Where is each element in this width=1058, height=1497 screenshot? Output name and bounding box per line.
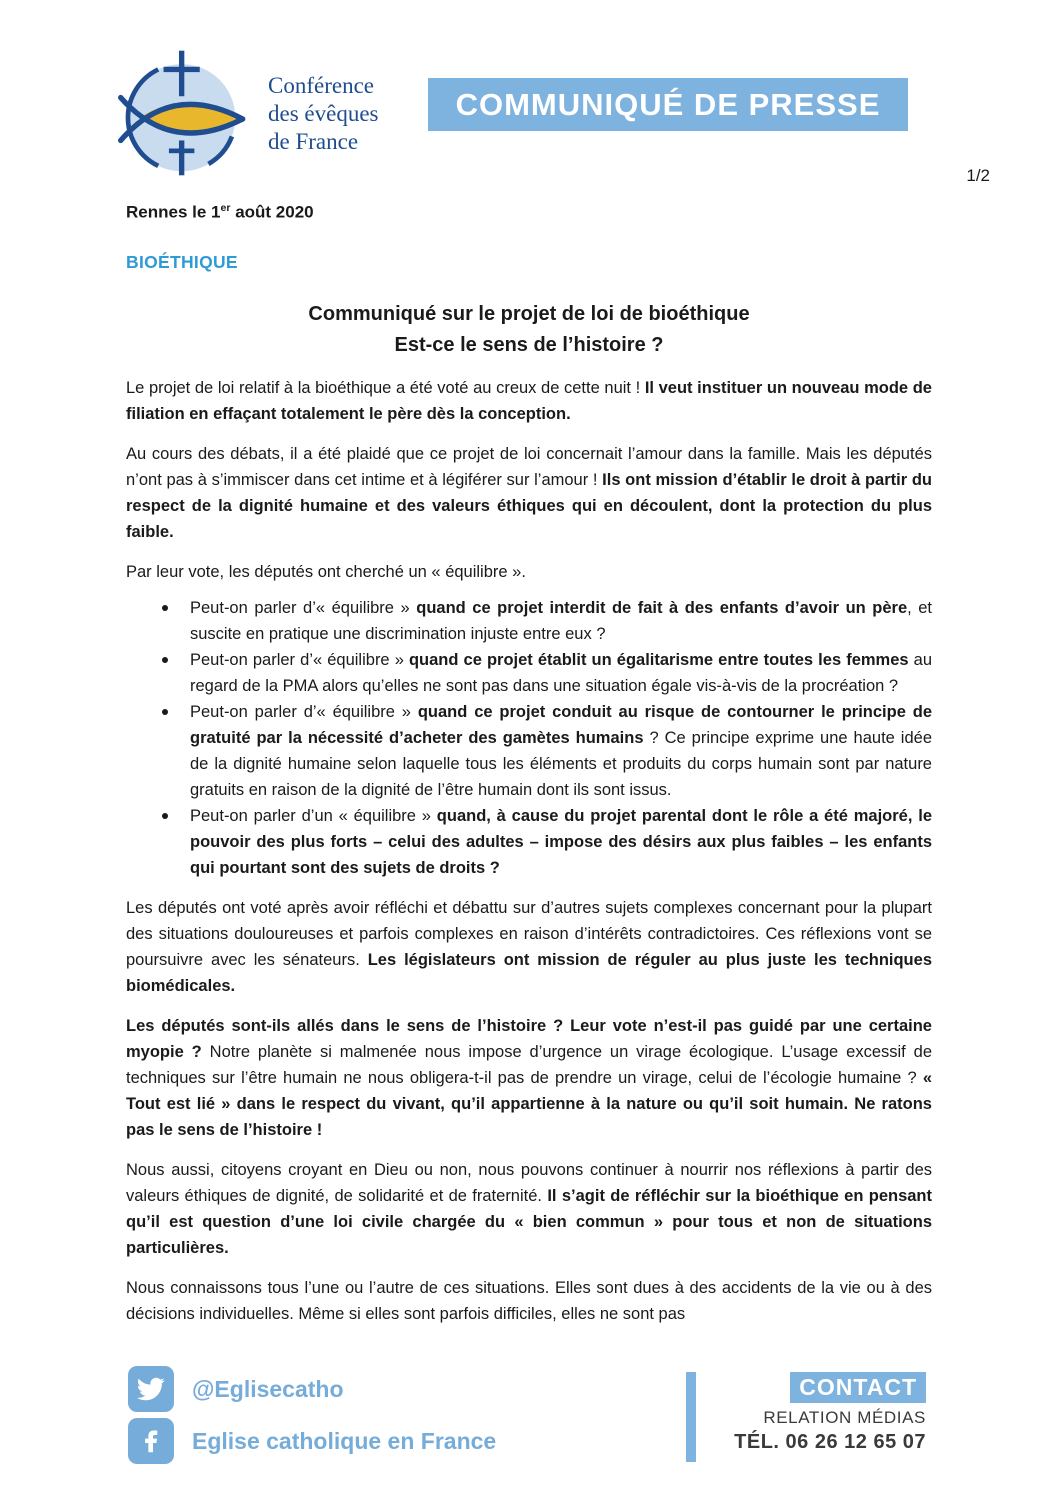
contact-role: RELATION MÉDIAS [763,1408,926,1427]
ordinal-superscript: er [220,202,231,214]
title-line-1: Communiqué sur le projet de loi de bioéthique [308,302,750,325]
bullet-item: Peut-on parler d’un « équilibre » quand, à cause du projet parental dont le rôle a été majoré, le pouvoir des plus forts – celui des adultes – impose des désirs aux plus faibles – les enfants qui pourtant sont des sujets de droits ? [126,803,932,881]
press-release-banner: COMMUNIQUÉ DE PRESSE [428,78,908,131]
page-number: 1/2 [966,166,990,185]
cef-logo-mark [118,46,252,184]
paragraph: Les députés ont voté après avoir réfléchi et débattu sur d’autres sujets complexes concernant pour la plupart des situations douloureuses et parfois complexes en raison d’intérêts contradictoires. Ces réflexions vont se poursuivre avec les sénateurs. Les législateurs ont mission de réguler au plus juste les techniques biomédicales. [126,898,932,995]
dateline: Rennes le 1er août 2020 [126,202,314,222]
contact-block [686,1372,926,1462]
logo-line: de France [268,129,359,155]
contact-phone: TÉL. 06 26 12 65 07 [734,1431,926,1453]
logo-wordmark [268,46,379,156]
bullet-item: Peut-on parler d’« équilibre » quand ce projet établit un égalitarisme entre toutes les femmes au regard de la PMA alors qu’elles ne sont pas dans une situation égale vis-à-vis de la procréation ? [126,647,932,699]
twitter-link[interactable] [128,1366,496,1412]
category-label: BIOÉTHIQUE [126,251,238,272]
facebook-icon [128,1418,174,1464]
paragraph: Nous aussi, citoyens croyant en Dieu ou non, nous pouvons continuer à nourrir nos réflexions à partir des valeurs éthiques de dignité, de solidarité et de fraternité. Il s’agit de réfléchir sur la bioéthique en pensant qu’il est question d’une loi civile chargée du « bien commun » pour tous et non de situations particulières. [126,1160,933,1257]
document-title [126,299,932,361]
facebook-page-name: Eglise catholique en France [192,1427,497,1454]
paragraph: Les députés sont-ils allés dans le sens de l’histoire ? Leur vote n’est-il pas guidé par une certaine myopie ? Notre planète si malmenée nous impose d’urgence un virage écologique. L’usage excessif de techniques sur l’être humain ne nous obligera-t-il pas de prendre un virage, celui de l’écologie humaine ? « Tout est lié » dans le respect du vivant, qu’il appartienne à la nature ou qu’il soit humain. Ne ratons pas le sens de l’histoire ! [126,1016,933,1139]
cef-logo [118,46,379,184]
twitter-icon [128,1366,174,1412]
logo-line: des évêques [268,101,379,127]
paragraph: Au cours des débats, il a été plaidé que ce projet de loi concernait l’amour dans la famille. Mais les députés n’ont pas à s’immiscer dans cet intime et à légiférer sur l’amour ! Ils ont mission d’établir le droit à partir du respect de la dignité humaine et des valeurs éthiques qui en découlent, dont la protection du plus faible. [126,444,932,541]
bullet-list [126,595,932,881]
paragraph: Le projet de loi relatif à la bioéthique a été voté au creux de cette nuit ! Il veut instituer un nouveau mode de filiation en effaçant totalement le père dès la conception. [126,378,932,423]
title-line-2: Est-ce le sens de l’histoire ? [394,333,664,356]
logo-line: Conférence [268,73,374,98]
document-body [126,202,932,1327]
facebook-link[interactable] [128,1418,496,1464]
contact-info [712,1372,926,1462]
bullet-item: Peut-on parler d’« équilibre » quand ce projet interdit de fait à des enfants d’avoir un père, et suscite en pratique une discrimination injuste entre eux ? [126,595,932,647]
contact-divider [686,1372,696,1462]
twitter-handle: @Eglisecatho [192,1375,344,1402]
paragraph: Par leur vote, les députés ont cherché un « équilibre ». [126,562,526,581]
social-links [128,1366,496,1464]
bullet-item: Peut-on parler d’« équilibre » quand ce projet conduit au risque de contourner le principe de gratuité par la nécessité d’acheter des gamètes humains ? Ce principe exprime une haute idée de la dignité humaine selon laquelle tous les éléments et produits du corps humain sont par nature gratuits en raison de la dignité de l’être humain dont ils sont issus. [126,699,932,803]
contact-label: CONTACT [790,1372,926,1403]
paragraph: Nous connaissons tous l’une ou l’autre de ces situations. Elles sont dues à des accidents de la vie ou à des décisions individuelles. Même si elles sont parfois difficiles, elles ne sont pas [126,1278,932,1323]
